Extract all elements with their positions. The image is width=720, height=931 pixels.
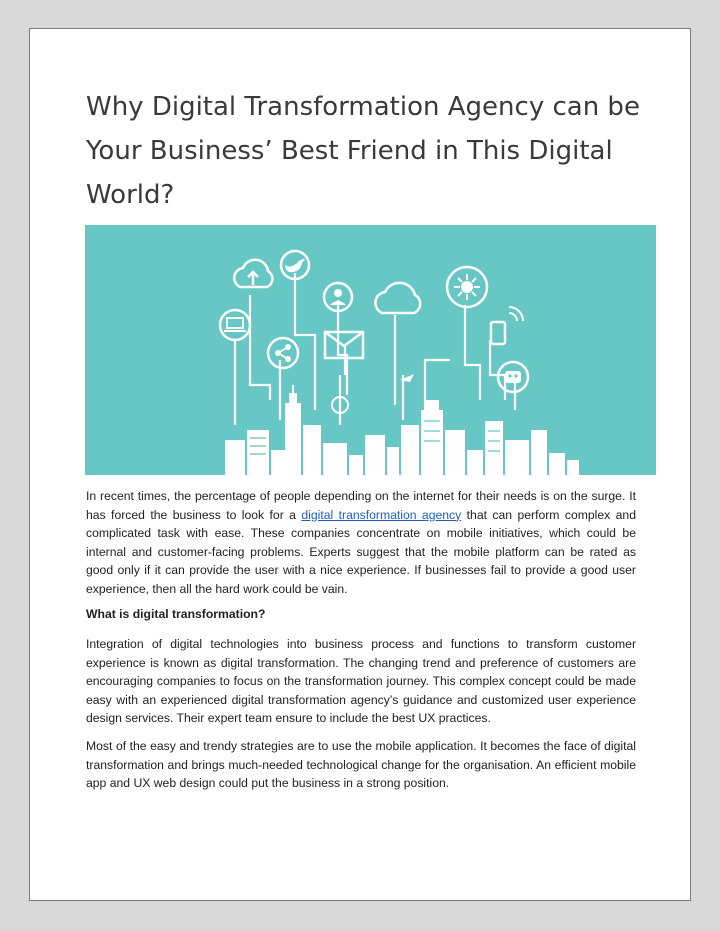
- document-page: [29, 28, 691, 901]
- smartphone-icon: [491, 322, 505, 344]
- section-heading: What is digital transformation?: [86, 607, 266, 621]
- hero-image: [85, 225, 656, 475]
- cloud-upload-icon: [234, 260, 272, 287]
- robot-icon: [498, 362, 528, 392]
- page-title: Why Digital Transformation Agency can be Your Business’ Best Friend in This Digital World?: [86, 92, 640, 210]
- share-icon: [268, 338, 298, 368]
- laptop-icon: [220, 310, 250, 340]
- digital-transformation-agency-link[interactable]: digital transformation agency: [301, 507, 462, 522]
- intro-text-end: that can perform complex and complicated task with ease. These companies concentrate on mobile initiatives, which could be internal and customer-facing problems. Experts suggest that the mobile platform can be rated as good only if it can provide the user with a nice experience. If businesses fail to provide a good user experience, then all the hard work could be vain.: [86, 507, 636, 596]
- cloud-icon: [375, 283, 420, 313]
- wifi-icon: [509, 307, 523, 321]
- intro-paragraph: [86, 487, 636, 598]
- intro-text-start: In recent times, the percentage of people depending on the internet for their needs is on the surge. It has forced the business to look for a: [86, 489, 636, 522]
- definition-paragraph: Integration of digital technologies into business process and functions to transform customer experience is known as digital transformation. The changing trend and preference of customers are encouraging companies to focus on the transformation journey. This complex concept could be made easy with an experienced digital transformation agency’s guidance and customized user experience design services. Their expert team ensure to include the best UX practices.: [86, 637, 636, 725]
- mobile-strategy-paragraph: Most of the easy and trendy strategies are to use the mobile application. It becomes the face of digital transformation and brings much-needed technological change for the organisation. An efficient mobile app and UX web design could put the business in a strong position.: [86, 739, 636, 790]
- sun-icon: [447, 267, 487, 307]
